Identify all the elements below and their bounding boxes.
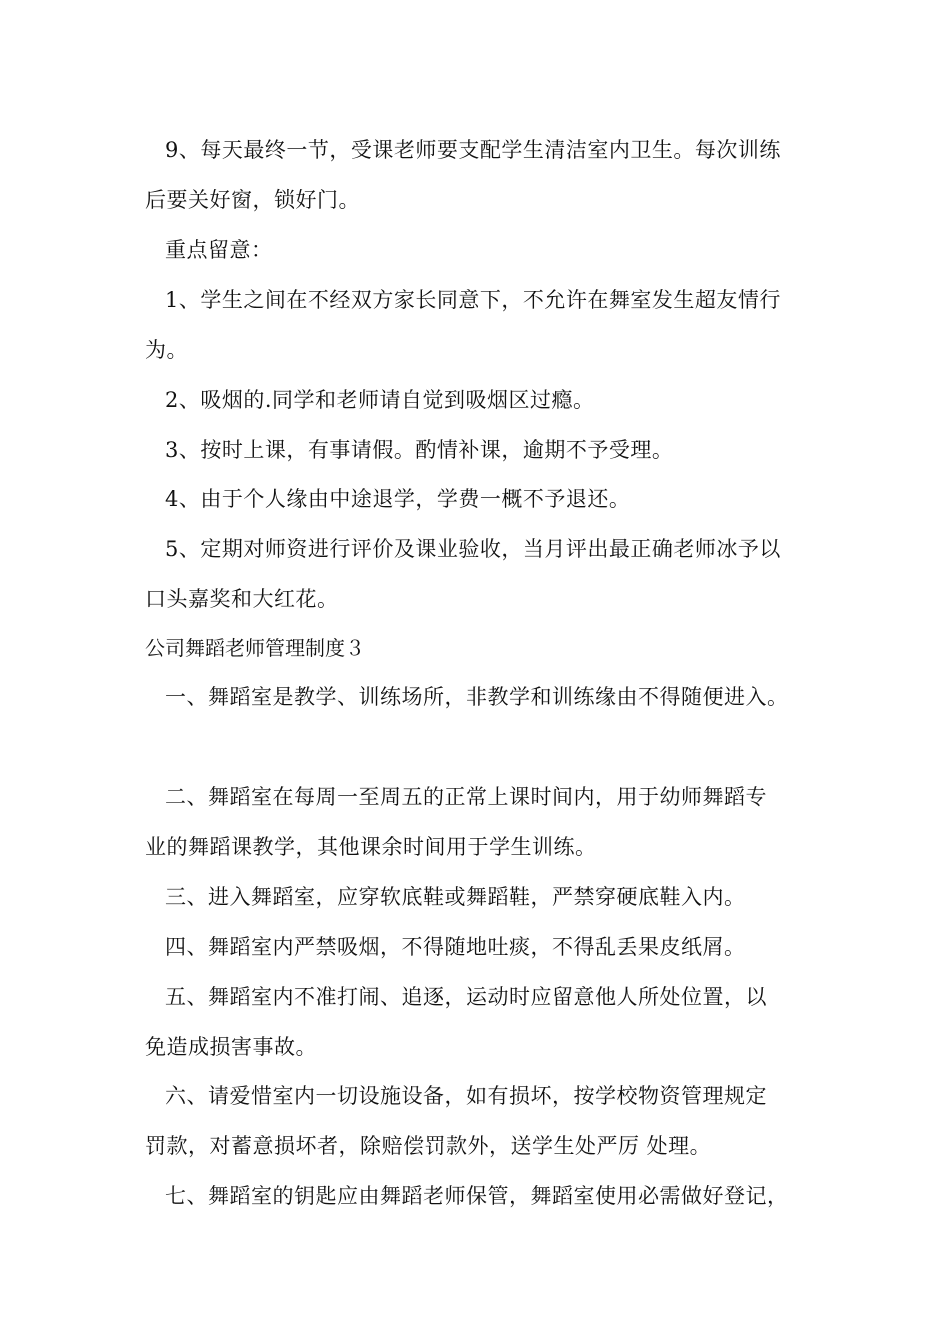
rule-1: 一、舞蹈室是教学、训练场所，非教学和训练缘由不得随便进入。 (165, 685, 789, 709)
rule-6-line-2: 罚款，对蓄意损坏者，除赔偿罚款外，送学生处严厉 处理。 (145, 1134, 712, 1158)
note-2: 2、吸烟的.同学和老师请自觉到吸烟区过瘾。 (165, 388, 595, 412)
note-4: 4、由于个人缘由中途退学，学费一概不予退还。 (165, 487, 631, 511)
note-1-line-1: 1、学生之间在不经双方家长同意下，不允许在舞室发生超友情行 (165, 288, 781, 312)
note-1-line-2: 为。 (145, 338, 188, 362)
rule-4: 四、舞蹈室内严禁吸烟，不得随地吐痰，不得乱丢果皮纸屑。 (165, 935, 746, 959)
section-title: 公司舞蹈老师管理制度３ (145, 636, 365, 660)
rule-6-line-1: 六、请爱惜室内一切设施设备，如有损坏，按学校物资管理规定 (165, 1084, 767, 1108)
rule-2-line-1: 二、舞蹈室在每周一至周五的正常上课时间内，用于幼师舞蹈专 (165, 785, 767, 809)
note-3: 3、按时上课，有事请假。酌情补课，逾期不予受理。 (165, 438, 674, 462)
note-5-line-2: 口头嘉奖和大红花。 (145, 587, 339, 611)
item-9-line-2: 后要关好窗，锁好门。 (145, 188, 360, 212)
rule-2-line-2: 业的舞蹈课教学，其他课余时间用于学生训练。 (145, 835, 597, 859)
rule-3: 三、进入舞蹈室，应穿软底鞋或舞蹈鞋，严禁穿硬底鞋入内。 (165, 885, 746, 909)
rule-5-line-1: 五、舞蹈室内不准打闹、追逐，运动时应留意他人所处位置，以 (165, 985, 767, 1009)
rule-5-line-2: 免造成损害事故。 (145, 1035, 317, 1059)
note-title: 重点留意： (165, 238, 273, 262)
note-5-line-1: 5、定期对师资进行评价及课业验收，当月评出最正确老师冰予以 (165, 537, 781, 561)
rule-7-line-1: 七、舞蹈室的钥匙应由舞蹈老师保管，舞蹈室使用必需做好登记， (165, 1184, 789, 1208)
item-9-line-1: 9、每天最终一节，受课老师要支配学生清洁室内卫生。每次训练 (165, 138, 781, 162)
